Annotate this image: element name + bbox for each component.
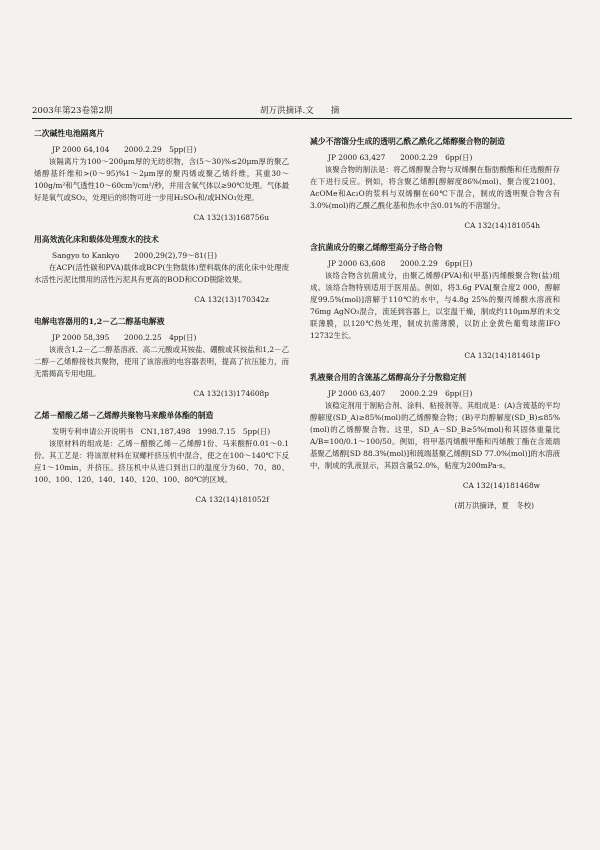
patent-citation: JP 2000 63,407 2000.2.29 6pp(日) [328,389,473,398]
abstract-body: 该原材料的组成是：乙烯－醋酸乙烯－乙烯醇1份、马来酸酐0.01～0.1份。其工艺是：将该原材料在双螺杆挤压机中混合，使之在100～140℃下反应1～10min，并挤压。挤压机中从进口到出口的温度分为60、70、80、100、100、120、140、140、120、100、80℃的区域。 [34,439,289,484]
abstract-entry [310,372,560,492]
abstract-body: 在ACP(活性碳和PVA)载体或BCP(生物载体)塑料载体的流化床中处理废水活性污泥比惯用的活性污泥具有更高的BOD和COD脱除效果。 [34,263,289,284]
abstract-title: 电解电容器用的1,2－乙二醇基电解液 [34,317,165,326]
abstract-body: 该隔离片为100～200μm厚的无纺织物，含(5～30)%≤20μm厚的聚乙烯醇基纤维和>(0～95)%1～2μm厚的聚丙烯或聚乙烯纤维，其重30～100g/m²和气透性10～60cm³/cm²/秒，并用含氧气体以≥90℃处理。气体最好是氧气或SO₂，处理后的织物可进一步用H₂SO₄和/或HNO₃处理。 [34,157,289,202]
abstract-title: 乙烯－醋酸乙烯－乙烯醇共聚物马来酸单体酯的制造 [34,411,214,420]
abstract-title: 二次碱性电池隔离片 [34,129,105,138]
patent-citation: JP 2000 63,608 2000.2.29 6pp(日) [328,259,473,268]
ca-reference: CA 132(14)181052f [195,495,269,504]
abstract-body: 该络合物含抗菌成分，由聚乙烯醇(PVA)和(甲基)丙烯酸聚合物(盐)组成。该络合物特别适用于医用品。例如，将3.6g PVA[聚合度2 000，醇解度99.5%(mol)]溶解于110℃的水中，与4.8g 25%的聚丙烯酸水溶液和76mg AgNO₃混合，流延到容器上，以室温干燥，制成约110μm厚的未交联薄膜，以120℃热处理，制成抗菌薄膜，以防止金黄色葡萄球菌IFO 12732生长。 [310,271,560,340]
patent-citation: JP 2000 58,395 2000.2.25 4pp(日) [52,333,197,342]
abstract-title: 用高效流化床和载体处理废水的技术 [34,235,159,244]
ca-reference: CA 132(14)181468w [462,481,540,490]
patent-citation: JP 2000 63,427 2000.2.29 6pp(日) [328,153,473,162]
issue-label: 2003年第23卷第2期 [32,106,113,116]
editor-label: 胡万洪摘译.文 摘 [260,106,340,116]
abstract-body: 该稳定剂用于制粘合剂、涂料、粘接剂等。其组成是：(A)含巯基的平均醇解度(SD_A)≥85%(mol)的乙烯醇聚合物；(B)平均醇解度(SD_B)≤85%(mol)的乙烯醇聚合物。这里，SD_A－SD_B≥5%(mol)和其固体重量比A/B=100/0.1～100/50。例如，将甲基丙烯酸甲酯和丙烯酸丁酯在含巯端基聚乙烯醇[SD 88.3%(mol)]和巯端基聚乙烯醇[SD 77.0%(mol)]的水溶液中，制成的乳液显示，其固含量52.0%，粘度为200mPa·s。 [310,401,560,470]
abstract-entry [34,234,289,306]
abstract-entry [310,242,560,362]
abstract-entry [34,410,289,506]
abstract-entry [34,128,289,224]
running-header [32,104,572,120]
abstract-entry [310,136,560,232]
ca-reference: CA 132(13)168756u [193,213,269,222]
header-rule [32,118,572,119]
journal-citation: Sangyo to Kankyo 2000,29(2),79～81(日) [52,251,218,260]
ca-reference: CA 132(14)181054h [464,221,540,230]
abstract-title: 减少不溶馏分生成的透明乙酰乙酰化乙烯醇聚合物的制造 [310,137,505,146]
ca-reference: CA 132(14)181461p [464,351,540,360]
abstract-body: 该聚合物的制法是：将乙烯醇聚合物与双烯酮在脂肪酸酯和任选酸酐存在下进行反应。例如，将含聚乙烯醇[醇解度86%(mol)、聚合度2100]、AcOMe和Ac₂O的浆料与双烯酮在60℃下混合，制成的透明聚合物含有3.0%(mol)的乙酰乙酰化基和热水中含0.01%的不溶馏分。 [310,165,560,210]
abstract-body: 该液含1,2－乙二醇基溶液、高二元酸或其铵盐、硼酸或其铵盐和1,2－乙二醇－乙烯醇接枝共聚物，使用了该溶液的电容器表明，提高了抗压能力，而无需揭高专用电阻。 [34,345,289,378]
left-column [34,128,289,514]
ca-reference: CA 132(13)170342z [194,295,269,304]
abstract-title: 乳液聚合用的含巯基乙烯醇高分子分散稳定剂 [310,373,466,382]
abstract-title: 含抗菌成分的聚乙烯醇型高分子络合物 [310,243,443,252]
patent-citation: 发明专利申请公开说明书 CN1,187,498 1998.7.15 5pp(日) [52,427,271,436]
right-column [310,136,560,512]
patent-citation: JP 2000 64,104 2000.2.29 5pp(日) [52,145,197,154]
translator-credit: (胡万洪摘译，夏 冬校) [454,501,534,510]
abstract-entry [34,316,289,400]
ca-reference: CA 132(13)174608p [193,389,269,398]
